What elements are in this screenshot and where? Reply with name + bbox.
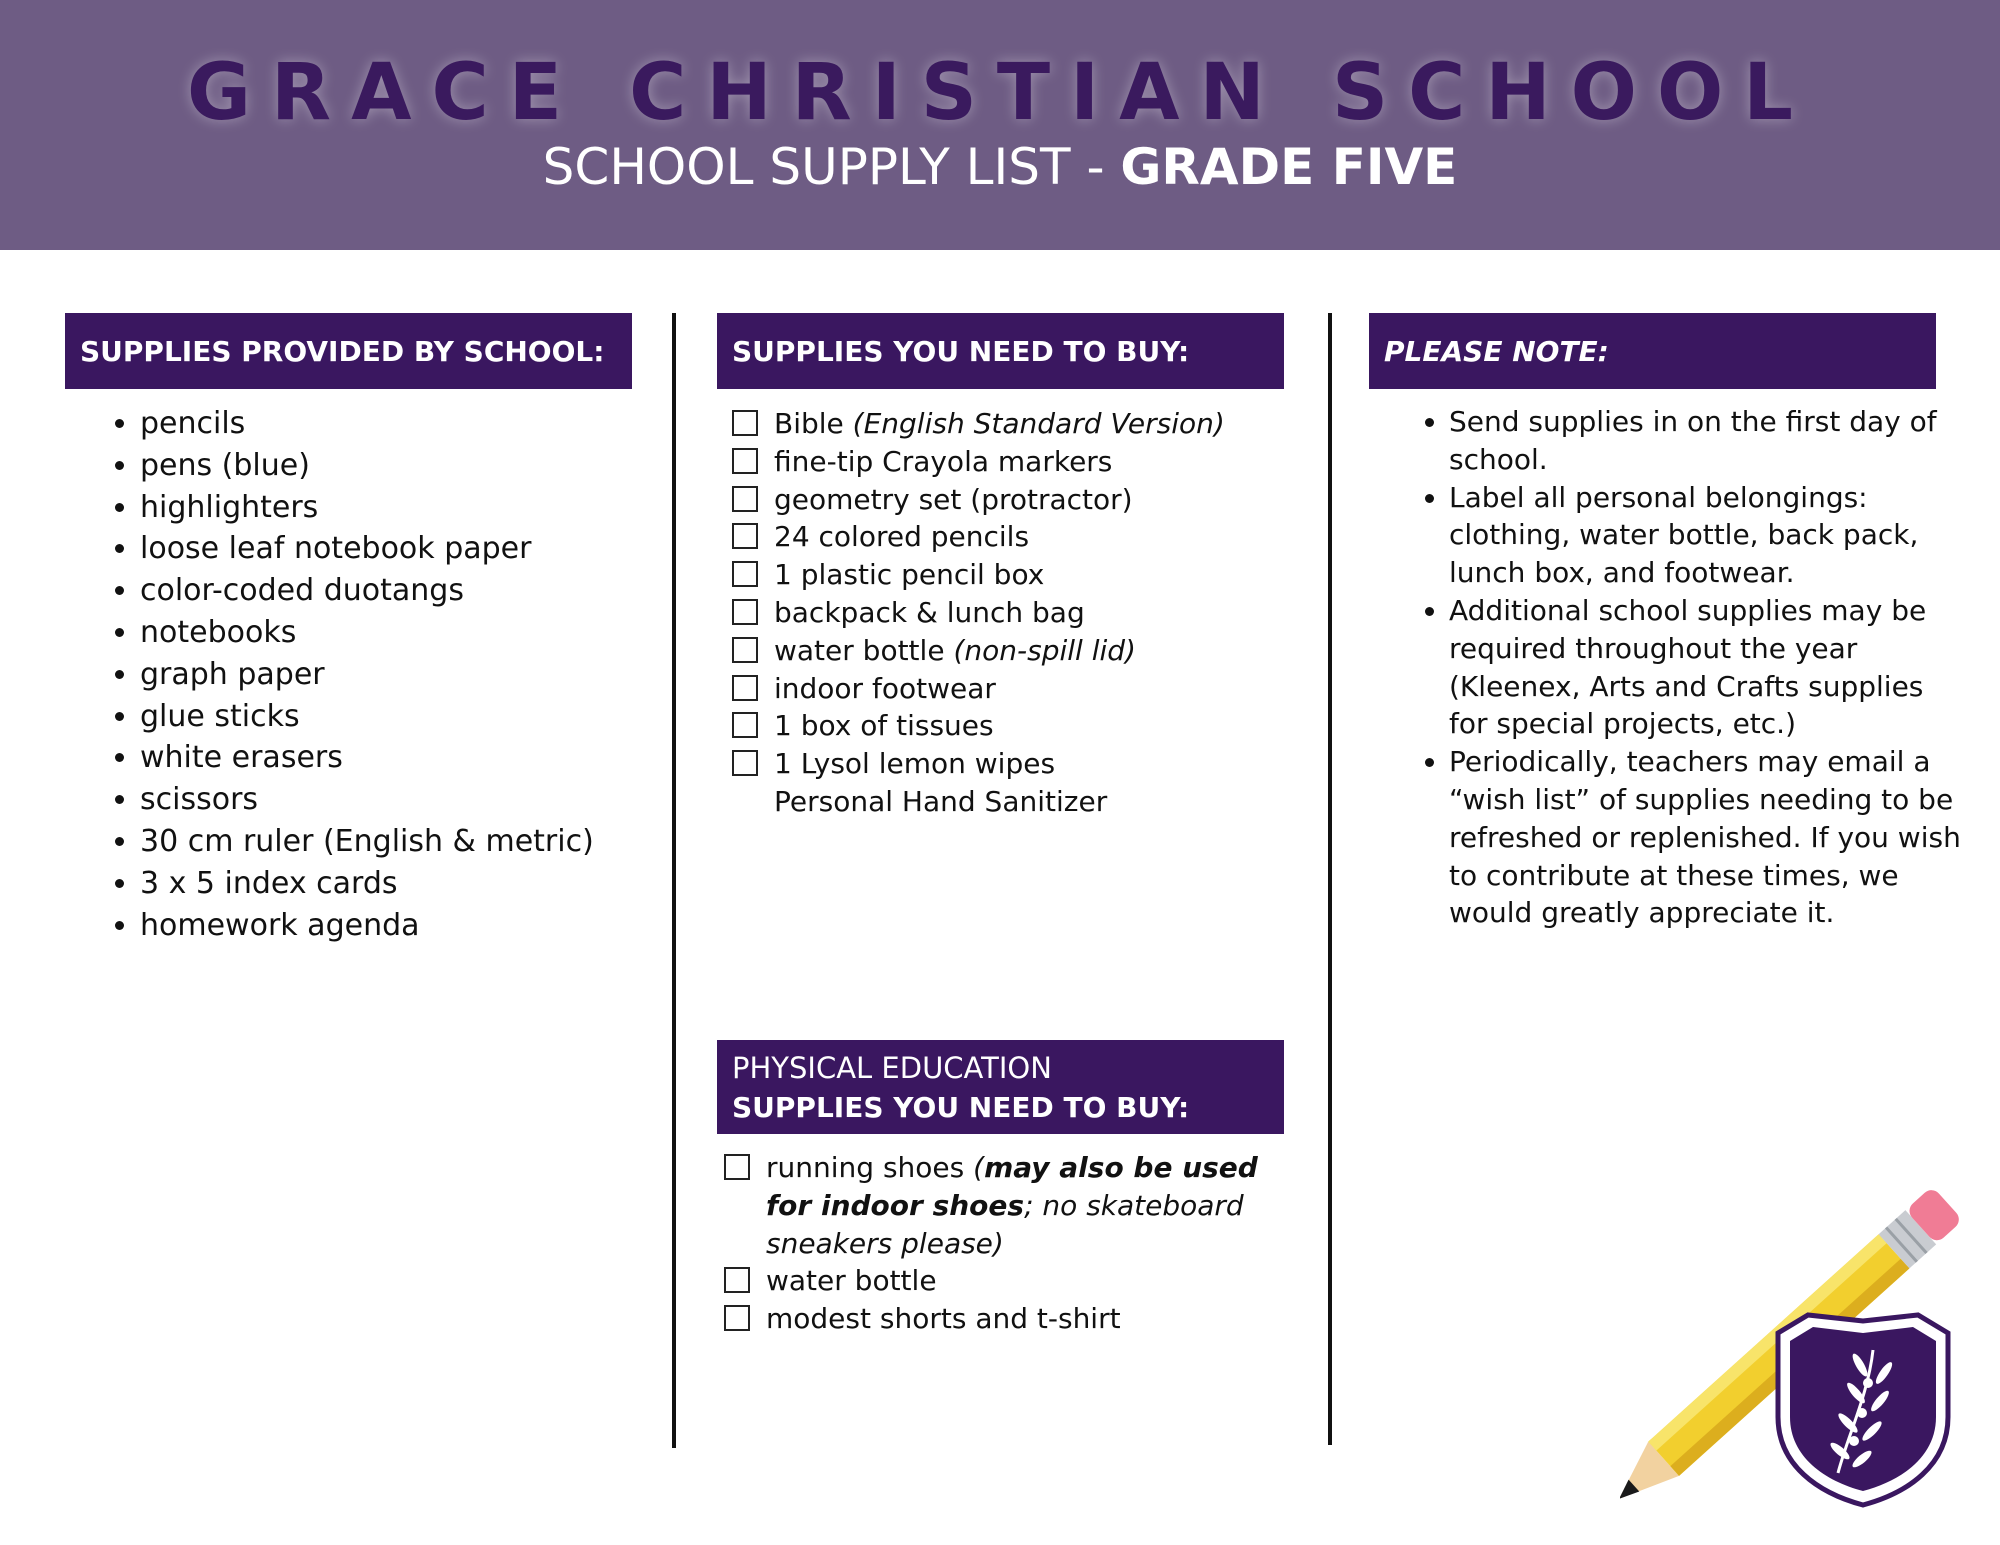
- list-item: • notebooks: [140, 612, 594, 654]
- item-text: fine-tip Crayola markers: [774, 444, 1113, 478]
- checklist-item[interactable]: [732, 745, 1292, 783]
- checklist-item[interactable]: [732, 443, 1292, 481]
- checkbox[interactable]: [732, 561, 758, 587]
- list-item: • loose leaf notebook paper: [140, 528, 594, 570]
- list-item: • glue sticks: [140, 696, 594, 738]
- note-paren: (: [973, 1151, 985, 1184]
- item-text: running shoes: [766, 1151, 974, 1184]
- list-item: • pens (blue): [140, 445, 594, 487]
- item-note: (English Standard Version): [852, 407, 1225, 440]
- pe-checklist: [724, 1149, 1284, 1338]
- subtitle-grade: GRADE FIVE: [1120, 138, 1458, 196]
- subtitle-prefix: SCHOOL SUPPLY LIST -: [542, 138, 1121, 196]
- item-text: geometry set (protractor): [774, 482, 1133, 516]
- item-text: indoor footwear: [774, 671, 996, 705]
- checkbox[interactable]: [732, 448, 758, 474]
- list-item: • color-coded duotangs: [140, 570, 594, 612]
- checkbox[interactable]: [732, 750, 758, 776]
- checkbox[interactable]: [724, 1154, 750, 1180]
- header-banner: [0, 0, 2000, 250]
- notes-heading-text: PLEASE NOTE:: [1384, 334, 1609, 368]
- buy-heading: [717, 313, 1284, 389]
- list-item: • 3 x 5 index cards: [140, 863, 594, 905]
- pe-heading: [717, 1040, 1284, 1134]
- school-name: GRACE CHRISTIAN SCHOOL: [187, 48, 1813, 138]
- item-text: modest shorts and t-shirt: [766, 1302, 1121, 1336]
- checkbox[interactable]: [732, 637, 758, 663]
- list-item: • scissors: [140, 779, 594, 821]
- item-text: 1 box of tissues: [774, 709, 994, 743]
- list-item: • pencils: [140, 403, 594, 445]
- list-item: • Label all personal belongings: clothing, water bottle, back pack, lunch box, and footwear.: [1449, 479, 1969, 592]
- checklist-item[interactable]: [732, 518, 1292, 556]
- checklist-item[interactable]: [724, 1300, 1284, 1338]
- checklist-item[interactable]: [732, 707, 1292, 745]
- item-text: 24 colored pencils: [774, 520, 1030, 554]
- column-divider-right: [1328, 313, 1332, 1445]
- checklist-item[interactable]: [732, 594, 1292, 632]
- checklist-item[interactable]: [724, 1149, 1284, 1262]
- buy-checklist: [732, 405, 1292, 783]
- column-divider-left: [672, 313, 676, 1448]
- note-bold: may also be used for indoor shoes: [766, 1151, 1258, 1222]
- list-item: • 30 cm ruler (English & metric): [140, 821, 594, 863]
- item-note: (non-spill lid): [953, 633, 1136, 667]
- provided-heading: [65, 313, 632, 389]
- checklist-item[interactable]: [732, 670, 1292, 708]
- provided-heading-text: SUPPLIES PROVIDED BY SCHOOL:: [80, 334, 605, 368]
- item-text: water bottle: [766, 1264, 937, 1298]
- note-rest: ; no skateboard sneakers please): [766, 1188, 1244, 1260]
- list-item: • graph paper: [140, 654, 594, 696]
- checkbox[interactable]: [724, 1267, 750, 1293]
- pe-heading-line1: PHYSICAL EDUCATION: [732, 1051, 1052, 1085]
- page-subtitle: [0, 138, 2000, 196]
- checklist-item[interactable]: [724, 1262, 1284, 1300]
- item-text: Bible: [774, 407, 853, 440]
- notes-heading: [1369, 313, 1936, 389]
- checkbox[interactable]: [724, 1305, 750, 1331]
- checkbox[interactable]: [732, 486, 758, 512]
- item-text: water bottle: [774, 633, 954, 667]
- checkbox[interactable]: [732, 675, 758, 701]
- item-text: backpack & lunch bag: [774, 595, 1085, 629]
- sanitizer-line: Personal Hand Sanitizer: [774, 785, 1108, 818]
- list-item: • highlighters: [140, 487, 594, 529]
- list-item: • homework agenda: [140, 905, 594, 947]
- list-item: • Additional school supplies may be required throughout the year (Kleenex, Arts and Crafts supplies for special projects, etc.): [1449, 592, 1969, 743]
- school-crest-icon: [1768, 1305, 1958, 1510]
- checkbox[interactable]: [732, 712, 758, 738]
- checklist-item[interactable]: [732, 632, 1292, 670]
- buy-heading-text: SUPPLIES YOU NEED TO BUY:: [732, 334, 1190, 368]
- provided-list: [100, 403, 594, 946]
- pe-heading-line2: SUPPLIES YOU NEED TO BUY:: [732, 1091, 1190, 1124]
- checklist-item[interactable]: [732, 556, 1292, 594]
- checklist-item[interactable]: [732, 481, 1292, 519]
- item-text: 1 plastic pencil box: [774, 558, 1045, 592]
- list-item: • white erasers: [140, 737, 594, 779]
- checkbox[interactable]: [732, 599, 758, 625]
- checklist-item[interactable]: [732, 405, 1292, 443]
- list-item: • Send supplies in on the first day of school.: [1449, 403, 1969, 479]
- notes-list: [1409, 403, 1969, 932]
- checkbox[interactable]: [732, 410, 758, 436]
- list-item: • Periodically, teachers may email a “wish list” of supplies needing to be refreshed or replenished. If you wish to contribute at these times, we would greatly appreciate it.: [1449, 743, 1969, 932]
- item-text: 1 Lysol lemon wipes: [774, 747, 1056, 781]
- checkbox[interactable]: [732, 523, 758, 549]
